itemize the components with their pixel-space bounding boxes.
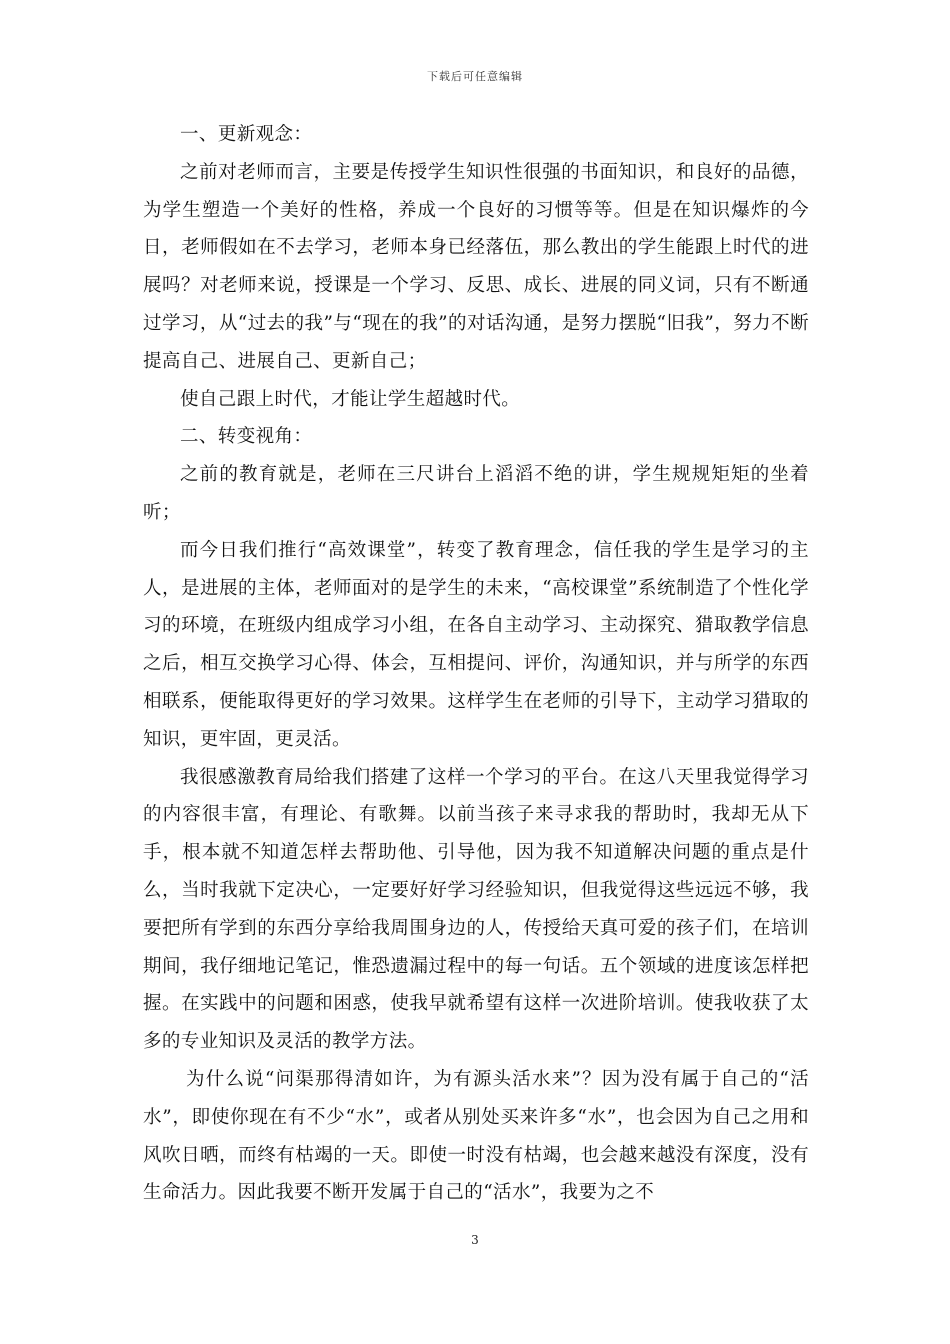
body-paragraph: 之前的教育就是，老师在三尺讲台上滔滔不绝的讲，学生规规矩矩的坐着听；	[143, 464, 809, 523]
section-heading-update-concept: 一、更新观念：	[180, 124, 313, 145]
body-paragraph: 我很感激教育局给我们搭建了这样一个学习的平台。在这八天里我觉得学习的内容很丰富，有理论、有歌舞。以前当孩子来寻求我的帮助时，我却无从下手，根本就不知道怎样去帮助他、引导他，因为我不知道解决问题的重点是什么，当时我就下定决心，一定要好好学习经验知识，但我觉得这些远远不够，我要把所有学到的东西分享给我周围身边的人，传授给天真可爱的孩子们，在培训期间，我仔细地记笔记，惟恐遗漏过程中的每一句话。五个领域的进度该怎样把握。在实践中的问题和困惑，使我早就希望有这样一次进阶培训。使我收获了太多的专业知识及灵活的教学方法。	[143, 766, 809, 1053]
body-paragraph: 之前对老师而言，主要是传授学生知识性很强的书面知识，和良好的品德，为学生塑造一个美好的性格，养成一个良好的习惯等等。但是在知识爆炸的今日，老师假如在不去学习，老师本身已经落伍，那么教出的学生能跟上时代的进展吗？对老师来说，授课是一个学习、反思、成长、进展的同义词，只有不断通过学习，从“过去的我”与“现在的我”的对话沟通，是努力摆脱“旧我”，努力不断提高自己、进展自己、更新自己；	[143, 161, 809, 372]
body-paragraph: 为什么说“问渠那得清如许，为有源头活水来”？因为没有属于自己的“活水”，即使你现在有不少“水”，或者从别处买来许多“水”，也会因为自己之用和风吹日晒，而终有枯竭的一天。即使一时没有枯竭，也会越来越没有深度，没有生命活力。因此我要不断开发属于自己的“活水”，我要为之不	[143, 1068, 809, 1204]
section-heading-change-perspective: 二、转变视角：	[180, 426, 313, 448]
body-paragraph: 使自己跟上时代，才能让学生超越时代。	[180, 388, 521, 410]
body-paragraph: 而今日我们推行“高效课堂”，转变了教育理念，信任我的学生是学习的主人，是进展的主体，老师面对的是学生的未来，“高校课堂”系统制造了个性化学习的环境，在班级内组成学习小组，在各自主动学习、主动探究、猎取教学信息之后，相互交换学习心得、体会，互相提问、评价，沟通知识，并与所学的东西相联系，便能取得更好的学习效果。这样学生在老师的引导下，主动学习猎取的知识，更牢固，更灵活。	[143, 539, 809, 750]
document-body	[143, 116, 809, 1212]
page-header: 下载后可任意编辑	[427, 70, 523, 83]
page-number: 3	[471, 1233, 479, 1247]
